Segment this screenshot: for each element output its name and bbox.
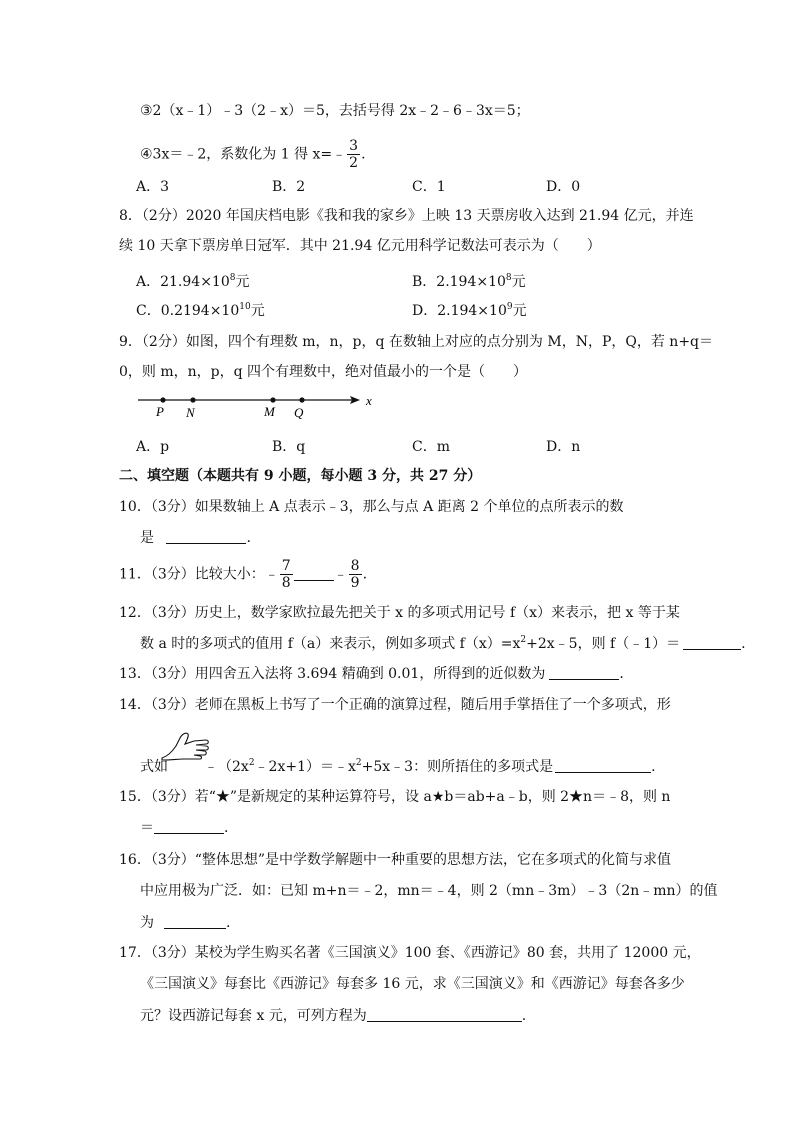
q14-line1: 14．（3分）老师在黑板上书写了一个正确的演算过程，随后用手掌捂住了一个多项式，形 <box>119 697 671 713</box>
q16-line1: 16．（3分）“整体思想”是中学数学解题中一种重要的思想方法，它在多项式的化简与求值 <box>119 852 672 868</box>
q16-answer-blank[interactable] <box>164 914 226 929</box>
q7-option-a: A．3 <box>136 179 170 195</box>
fraction-numerator: 3 <box>349 138 359 154</box>
q15-line2: ＝ . <box>140 820 229 836</box>
section-2-heading: 二、填空题（本题共有 9 小题，每小题 3 分，共 27 分） <box>119 468 482 484</box>
q8-option-c: C．$0.2194\times 10^{10}$元 <box>136 302 265 319</box>
q11-answer-blank[interactable] <box>294 566 334 581</box>
label-m: M <box>264 404 275 419</box>
q14-line2: 式如 $﹣(2x^2﹣2x+1)=﹣x^2+5x﹣3$：则所捂住的多项式是 . <box>140 758 656 775</box>
q7-item4 <box>140 138 366 171</box>
q17-line2: 《三国演义》每套比《西游记》每套多 16 元，求《三国演义》和《西游记》每套各多少 <box>140 976 685 992</box>
q7-item3: ③2（x﹣1）﹣3（2﹣x）＝5，去括号得 2x﹣2﹣6﹣3x＝5； <box>140 103 530 119</box>
point-q <box>299 397 304 402</box>
q8-line1: 8．（2分）2020 年国庆档电影《我和我的家乡》上映 13 天票房收入达到 21.94 亿元，并连 <box>119 208 694 224</box>
q12-line1: 12．（3分）历史上，数学家欧拉最先把关于 x 的多项式用记号 f（x）来表示，把 x 等于某 <box>119 605 680 621</box>
q13-answer-blank[interactable] <box>549 665 619 680</box>
q16-line2: 中应用极为广泛．如：已知 m+n＝﹣2，mn＝﹣4，则 2（mn﹣3m）﹣3（2n﹣mn）的值 <box>140 883 718 899</box>
number-line-figure <box>130 388 390 422</box>
q10-line1: 10．（3分）如果数轴上 A 点表示﹣3，那么与点 A 距离 2 个单位的点所表示的数 <box>119 499 624 515</box>
q10-answer-blank[interactable] <box>166 529 246 544</box>
q12-line2: 数 a 时的多项式的值用 f（a）来表示，例如多项式 $f(x)=x^2+2x﹣5$，则 f（﹣1）＝ . <box>140 635 746 652</box>
point-n <box>190 397 195 402</box>
q17-line3: 元？设西游记每套 x 元，可列方程为 . <box>140 1008 527 1024</box>
q7-item4-sign: ﹣ <box>332 146 347 163</box>
q8-line2: 续 10 天拿下票房单日冠军．其中 21.94 亿元用科学记数法可表示为（ ） <box>119 238 601 254</box>
q15-answer-blank[interactable] <box>154 819 224 834</box>
q9-option-d: D．n <box>546 439 581 455</box>
q10-line2: 是 . <box>140 530 251 546</box>
q17-answer-blank[interactable] <box>367 1007 522 1022</box>
q13-line: 13．（3分）用四舍五入法将 3.694 精确到 0.01，所得到的近似数为 . <box>119 666 624 682</box>
q8-option-b: B．$2.194\times 10^8$元 <box>412 273 526 290</box>
q11-fraction-a: $\frac{7}{8}$ <box>281 558 291 591</box>
q9-option-a: A．p <box>136 439 170 455</box>
label-n: N <box>186 405 195 420</box>
q8-option-d: D．$2.194\times 10^9$元 <box>412 302 527 319</box>
q7-item4-fraction <box>347 138 360 171</box>
q15-line1: 15．（3分）若“★”是新规定的某种运算符号，设 a★b＝ab+a﹣b，则 2★n＝﹣8，则 n <box>119 789 671 805</box>
fraction-denominator: 2 <box>349 155 359 171</box>
q8-option-a: A．$21.94\times 10^8$元 <box>136 273 250 290</box>
axis-label-x: x <box>366 393 372 408</box>
q11-line: 11．（3分）比较大小：﹣ $\frac{7}{8}$ ﹣ $\frac{8}{9}$ . <box>119 558 368 591</box>
q12-answer-blank[interactable] <box>683 635 741 650</box>
label-p: P <box>156 404 164 419</box>
point-m <box>270 397 275 402</box>
q9-option-c: C．m <box>412 439 450 455</box>
q11-fraction-b: $\frac{8}{9}$ <box>350 558 360 591</box>
q16-line3: 为 . <box>140 915 231 931</box>
q9-line2: 0，则 m，n，p，q 四个有理数中，绝对值最小的一个是（ ） <box>119 364 528 380</box>
q7-option-b: B．2 <box>272 179 306 195</box>
q7-item4-text: ④3x＝﹣2，系数化为 1 得 x= <box>140 146 333 163</box>
label-q: Q <box>294 405 304 420</box>
q17-line1: 17．（3分）某校为学生购买名著《三国演义》100 套、《西游记》80 套，共用了 12000 元， <box>119 945 701 961</box>
q14-answer-blank[interactable] <box>555 758 651 773</box>
q7-option-d: D．0 <box>546 179 581 195</box>
q7-option-c: C．1 <box>412 179 446 195</box>
q7-item4-end: . <box>361 146 366 163</box>
point-p <box>160 397 165 402</box>
q9-option-b: B．q <box>272 439 306 455</box>
q9-line1: 9．（2分）如图，四个有理数 m，n，p，q 在数轴上对应的点分别为 M，N，P，Q，若 n+q＝ <box>119 334 714 350</box>
